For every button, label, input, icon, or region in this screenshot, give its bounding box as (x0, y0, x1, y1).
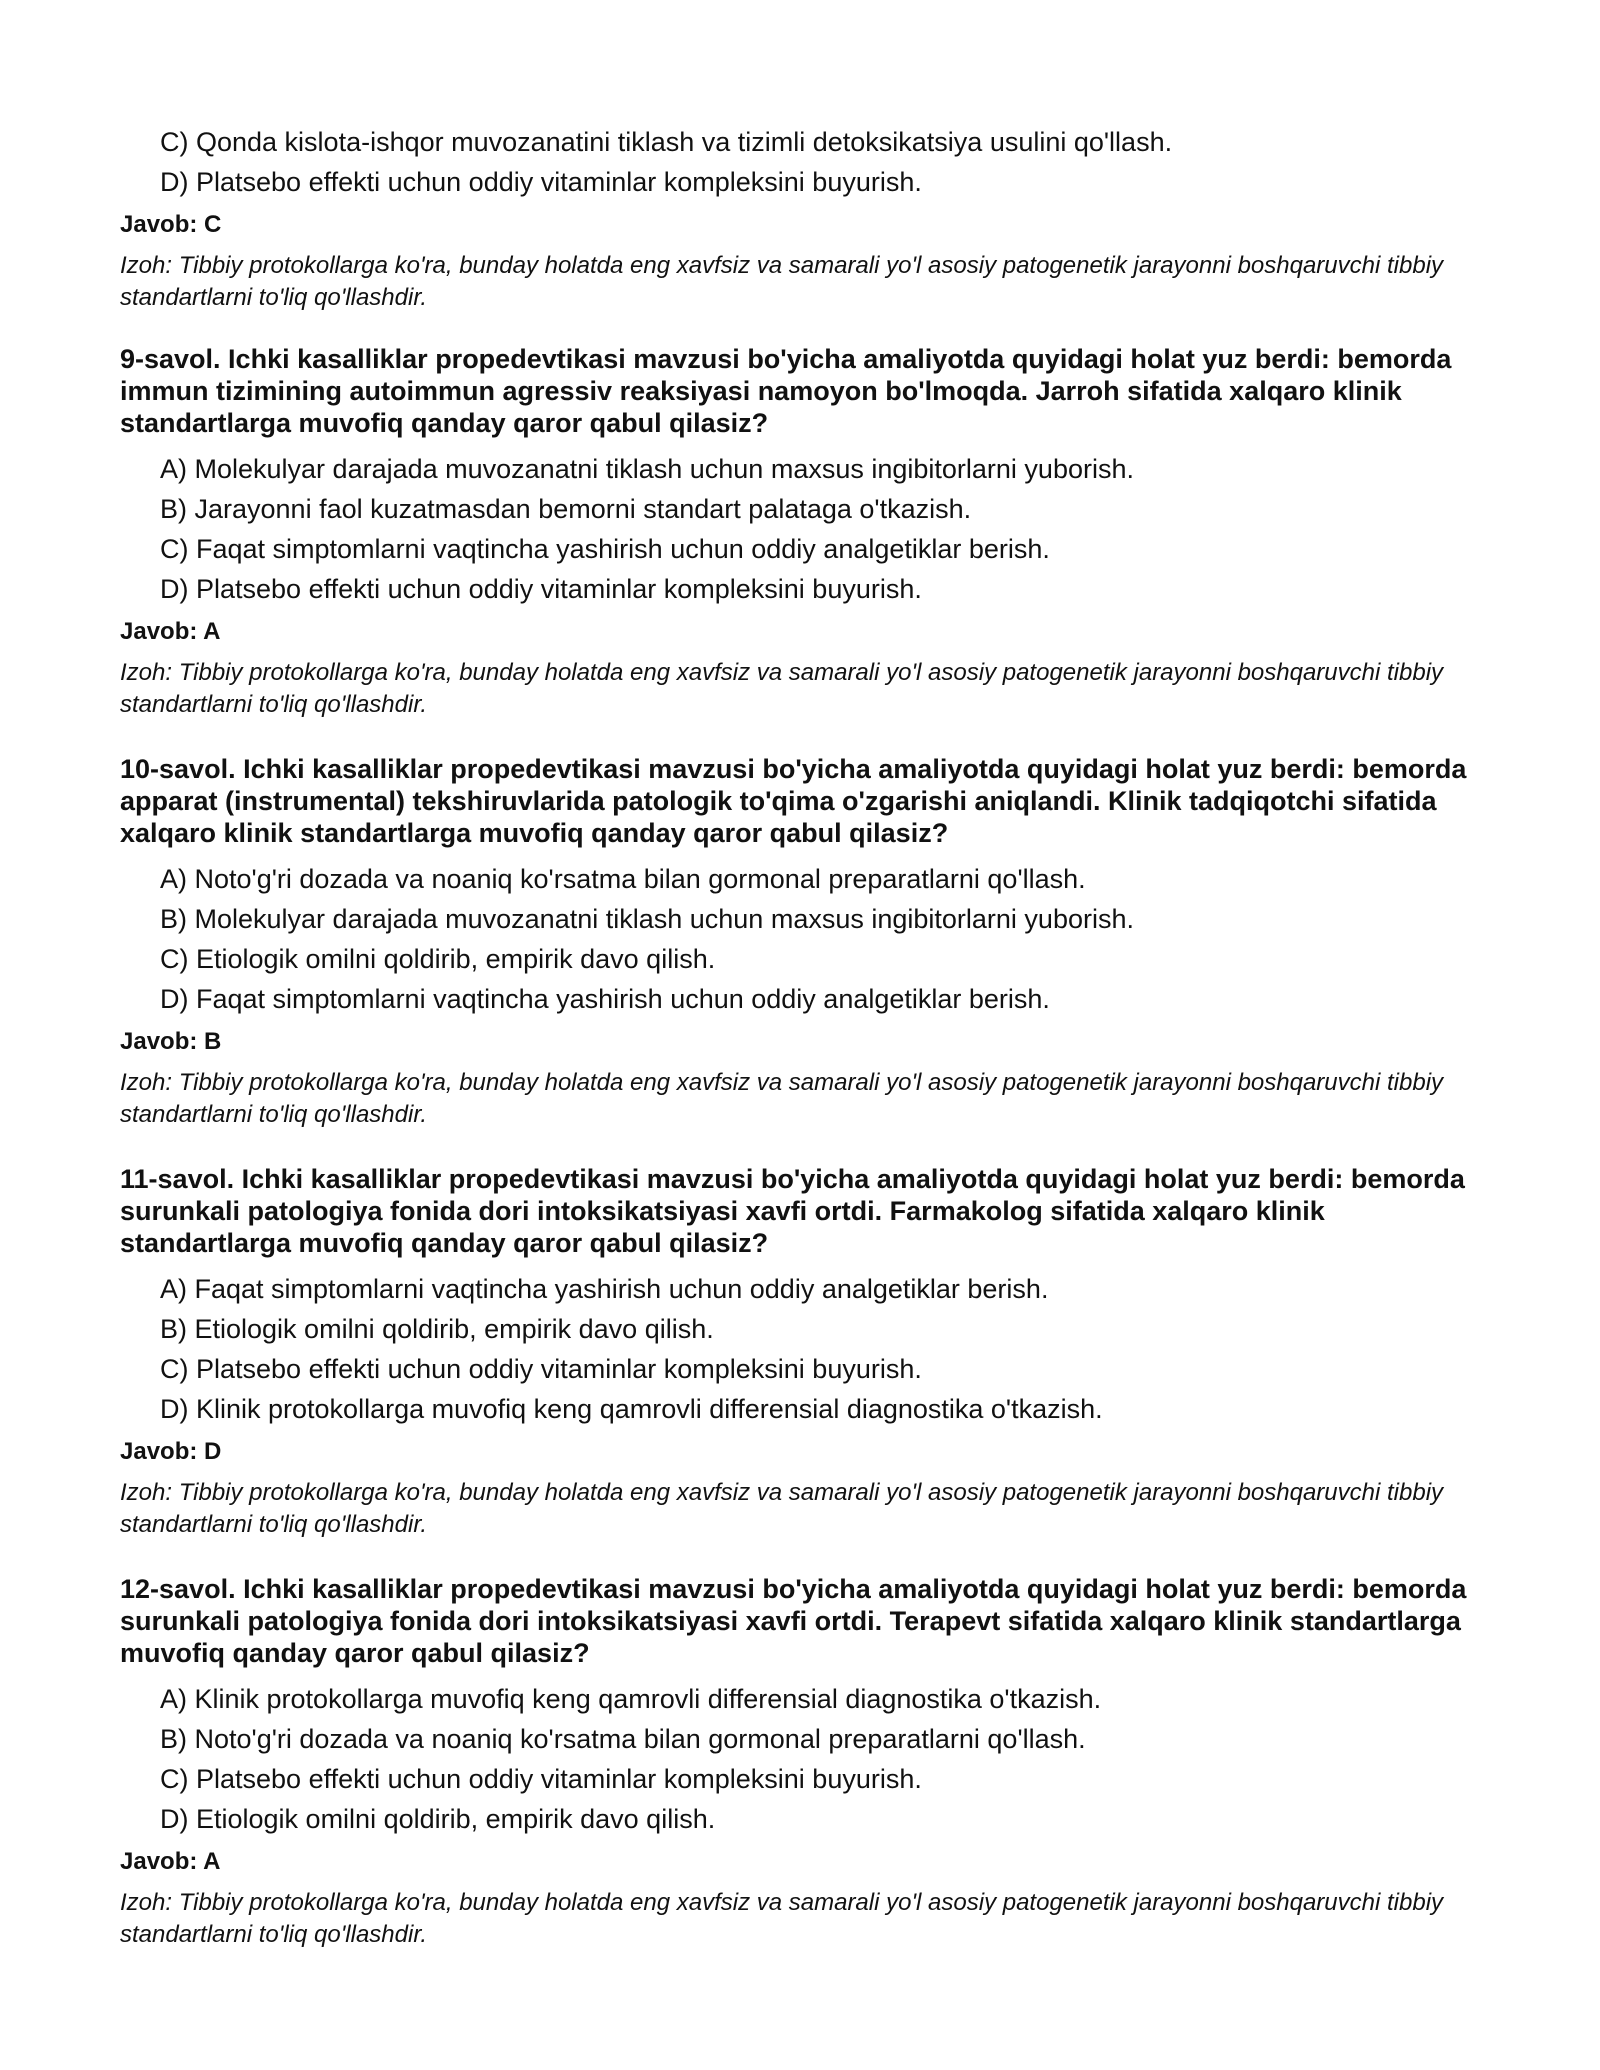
correct-answer: Javob: D (120, 1438, 222, 1465)
answer-option: D) Klinik protokollarga muvofiq keng qamrovli differensial diagnostika o'tkazish. (160, 1394, 1103, 1424)
question-text: 12-savol. Ichki kasalliklar propedevtikasi mavzusi bo'yicha amaliyotda quyidagi holat yuz berdi: bemorda surunkali patologiya fonida dori intoksikatsiyasi xavfi ortdi. Terapevt sifatida xalqaro klinik standartlarga muvofiq qanday qaror qabul qilasiz? (120, 1574, 1467, 1668)
options-list (120, 449, 1500, 721)
answer-option: D) Platsebo effekti uchun oddiy vitaminlar kompleksini buyurish. (160, 574, 922, 604)
correct-answer: Javob: C (120, 211, 222, 238)
answer-option: C) Qonda kislota-ishqor muvozanatini tiklash va tizimli detoksikatsiya usulini qo'llash. (160, 127, 1173, 157)
options-list (120, 1679, 1500, 1951)
answer-option: D) Faqat simptomlarni vaqtincha yashirish uchun oddiy analgetiklar berish. (160, 984, 1050, 1014)
answer-option: A) Noto'g'ri dozada va noaniq ko'rsatma bilan gormonal preparatlarni qo'llash. (160, 864, 1086, 894)
explanation: Izoh: Tibbiy protokollarga ko'ra, bunday holatda eng xavfsiz va samarali yo'l asosiy patogenetik jarayonni boshqaruvchi tibbiy standartlarni to'liq qo'llashdir. (120, 1479, 1444, 1538)
answer-option: C) Platsebo effekti uchun oddiy vitaminlar kompleksini buyurish. (160, 1354, 922, 1384)
question-text: 10-savol. Ichki kasalliklar propedevtikasi mavzusi bo'yicha amaliyotda quyidagi holat yuz berdi: bemorda apparat (instrumental) tekshiruvlarida patologik to'qima o'zgarishi aniqlandi. Klinik tadqiqotchi sifatida xalqaro klinik standartlarga muvofiq qanday qaror qabul qilasiz? (120, 754, 1467, 848)
answer-option: C) Etiologik omilni qoldirib, empirik davo qilish. (160, 944, 716, 974)
answer-option: C) Faqat simptomlarni vaqtincha yashirish uchun oddiy analgetiklar berish. (160, 534, 1050, 564)
answer-option: A) Molekulyar darajada muvozanatni tiklash uchun maxsus ingibitorlarni yuborish. (160, 454, 1134, 484)
question-12 (120, 1573, 1500, 1951)
correct-answer: Javob: B (120, 1028, 222, 1055)
correct-answer: Javob: A (120, 1848, 221, 1875)
question-8-continuation (120, 122, 1500, 314)
explanation: Izoh: Tibbiy protokollarga ko'ra, bunday holatda eng xavfsiz va samarali yo'l asosiy patogenetik jarayonni boshqaruvchi tibbiy standartlarni to'liq qo'llashdir. (120, 252, 1444, 311)
answer-option: D) Etiologik omilni qoldirib, empirik davo qilish. (160, 1804, 716, 1834)
explanation: Izoh: Tibbiy protokollarga ko'ra, bunday holatda eng xavfsiz va samarali yo'l asosiy patogenetik jarayonni boshqaruvchi tibbiy standartlarni to'liq qo'llashdir. (120, 1069, 1444, 1128)
answer-option: A) Klinik protokollarga muvofiq keng qamrovli differensial diagnostika o'tkazish. (160, 1684, 1102, 1714)
answer-option: B) Jarayonni faol kuzatmasdan bemorni standart palataga o'tkazish. (160, 494, 972, 524)
answer-option: A) Faqat simptomlarni vaqtincha yashirish uchun oddiy analgetiklar berish. (160, 1274, 1049, 1304)
answer-option: B) Noto'g'ri dozada va noaniq ko'rsatma bilan gormonal preparatlarni qo'llash. (160, 1724, 1086, 1754)
explanation: Izoh: Tibbiy protokollarga ko'ra, bunday holatda eng xavfsiz va samarali yo'l asosiy patogenetik jarayonni boshqaruvchi tibbiy standartlarni to'liq qo'llashdir. (120, 1889, 1444, 1948)
question-text: 11-savol. Ichki kasalliklar propedevtikasi mavzusi bo'yicha amaliyotda quyidagi holat yuz berdi: bemorda surunkali patologiya fonida dori intoksikatsiyasi xavfi ortdi. Farmakolog sifatida xalqaro klinik standartlarga muvofiq qanday qaror qabul qilasiz? (120, 1164, 1465, 1258)
answer-option: D) Platsebo effekti uchun oddiy vitaminlar kompleksini buyurish. (160, 167, 922, 197)
answer-option: B) Etiologik omilni qoldirib, empirik davo qilish. (160, 1314, 714, 1344)
options-list (120, 859, 1500, 1131)
question-11 (120, 1163, 1500, 1541)
answer-option: C) Platsebo effekti uchun oddiy vitaminlar kompleksini buyurish. (160, 1764, 922, 1794)
question-text: 9-savol. Ichki kasalliklar propedevtikasi mavzusi bo'yicha amaliyotda quyidagi holat yuz berdi: bemorda immun tizimining autoimmun agressiv reaksiyasi namoyon bo'lmoqda. Jarroh sifatida xalqaro klinik standartlarga muvofiq qanday qaror qabul qilasiz? (120, 344, 1452, 438)
explanation: Izoh: Tibbiy protokollarga ko'ra, bunday holatda eng xavfsiz va samarali yo'l asosiy patogenetik jarayonni boshqaruvchi tibbiy standartlarni to'liq qo'llashdir. (120, 659, 1444, 718)
answer-option: B) Molekulyar darajada muvozanatni tiklash uchun maxsus ingibitorlarni yuborish. (160, 904, 1134, 934)
question-10 (120, 753, 1500, 1131)
options-list (120, 1269, 1500, 1541)
correct-answer: Javob: A (120, 618, 221, 645)
question-9 (120, 343, 1500, 721)
